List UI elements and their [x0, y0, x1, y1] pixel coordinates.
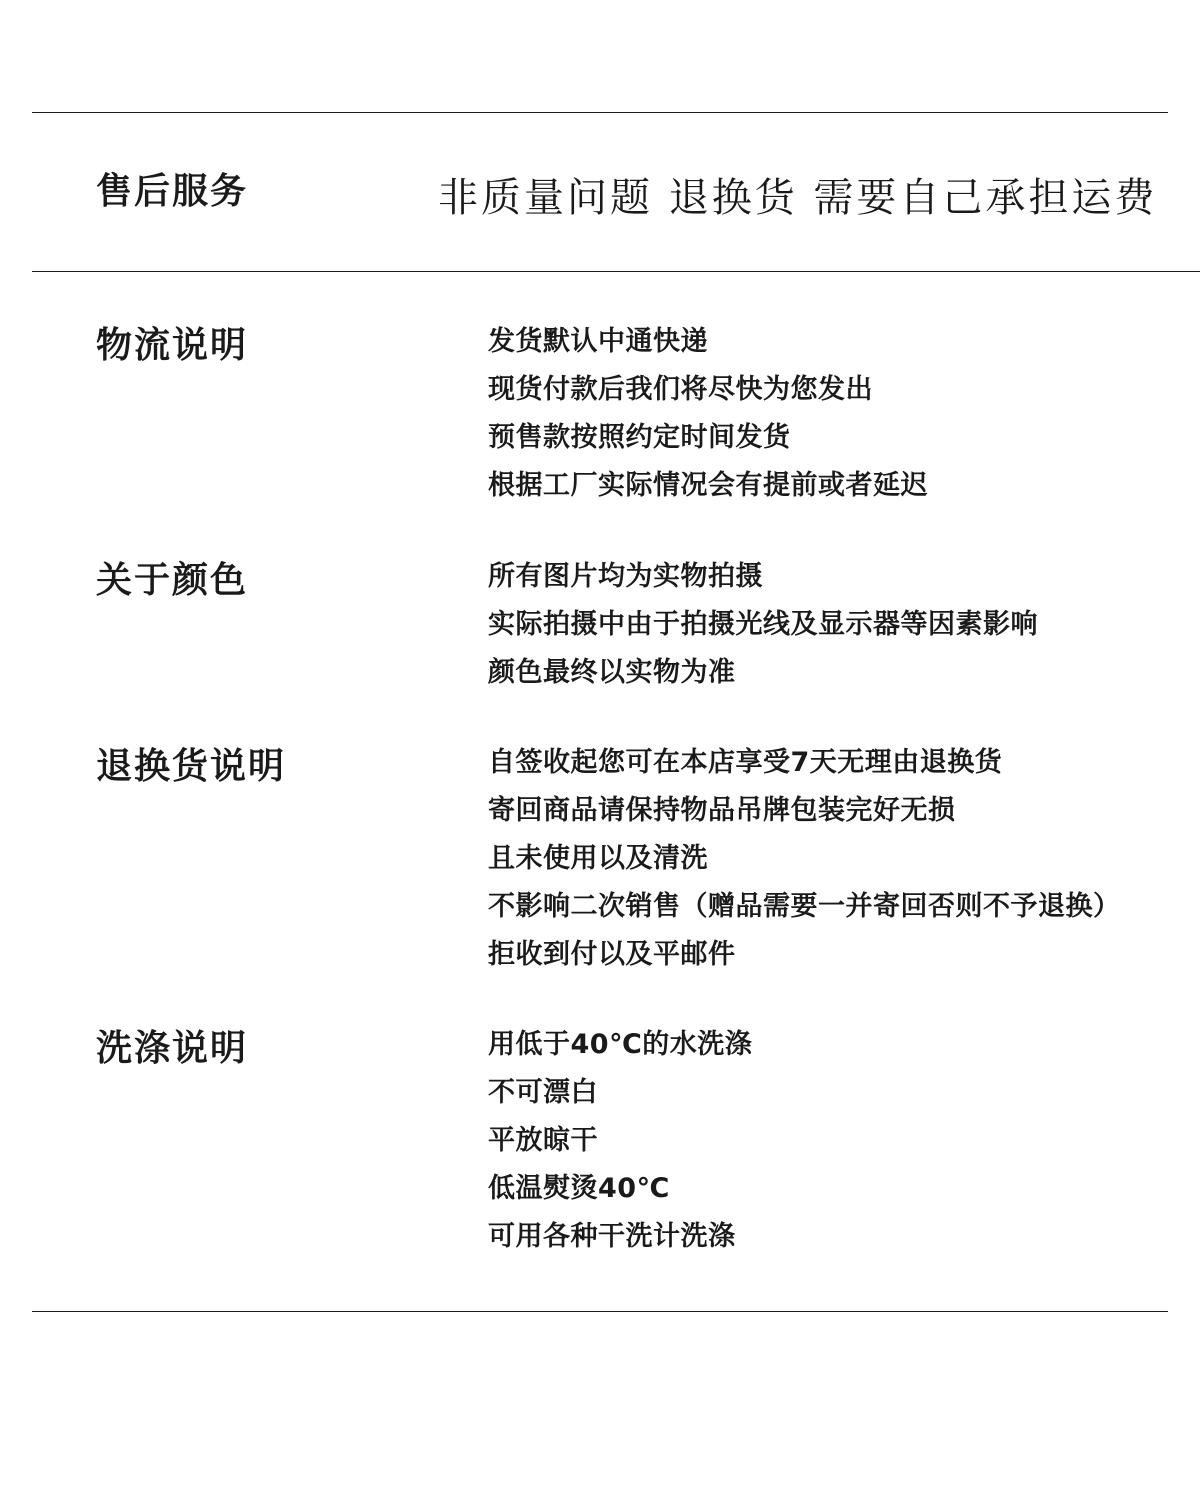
- color-line: 实际拍摄中由于拍摄光线及显示器等因素影响: [488, 609, 1038, 640]
- washing-line: 平放晾干: [488, 1125, 598, 1156]
- return-line: 自签收起您可在本店享受7天无理由退换货: [488, 747, 1003, 778]
- return-lines: [488, 739, 1121, 979]
- color-lines: [488, 553, 1038, 697]
- color-title: 关于颜色: [96, 560, 249, 601]
- color-line: 所有图片均为实物拍摄: [488, 561, 763, 592]
- washing-line: 低温熨烫40℃: [488, 1173, 670, 1204]
- middle-divider: [32, 271, 1200, 272]
- return-line: 不影响二次销售（赠品需要一并寄回否则不予退换）: [488, 891, 1121, 922]
- after-sales-title: 售后服务: [96, 171, 249, 212]
- return-title: 退换货说明: [96, 746, 287, 787]
- bottom-divider: [32, 1311, 1168, 1312]
- logistics-title: 物流说明: [96, 325, 249, 366]
- washing-line: 不可漂白: [488, 1077, 598, 1108]
- return-line: 且未使用以及清洗: [488, 843, 708, 874]
- after-sales-note: 非质量问题 退换货 需要自己承担运费: [438, 175, 1158, 221]
- logistics-line: 发货默认中通快递: [488, 326, 708, 357]
- top-divider: [32, 112, 1168, 113]
- logistics-lines: [488, 318, 928, 510]
- washing-title: 洗涤说明: [96, 1028, 249, 1069]
- logistics-line: 现货付款后我们将尽快为您发出: [488, 374, 873, 405]
- logistics-line: 预售款按照约定时间发货: [488, 422, 791, 453]
- logistics-line: 根据工厂实际情况会有提前或者延迟: [488, 470, 928, 501]
- return-line: 寄回商品请保持物品吊牌包装完好无损: [488, 795, 956, 826]
- color-line: 颜色最终以实物为准: [488, 657, 736, 688]
- washing-line: 可用各种干洗计洗涤: [488, 1221, 736, 1252]
- washing-lines: [488, 1021, 752, 1261]
- return-line: 拒收到付以及平邮件: [488, 939, 736, 970]
- washing-line: 用低于40℃的水洗涤: [488, 1029, 753, 1060]
